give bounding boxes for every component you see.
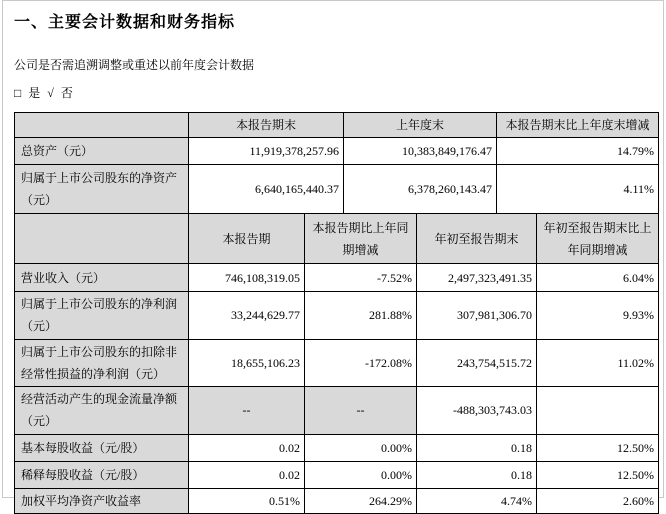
table-row bbox=[15, 434, 659, 461]
metric-value: 11,919,378,257.96 bbox=[189, 138, 344, 165]
metric-value: 4.11% bbox=[497, 165, 659, 214]
metric-value: -488,303,743.03 bbox=[417, 386, 537, 434]
metric-value: 0.51% bbox=[189, 488, 305, 513]
header-change-vs-same-period: 本报告期比上年同期增减 bbox=[305, 214, 417, 264]
metric-value: 0.18 bbox=[417, 461, 537, 488]
metric-value: -7.52% bbox=[305, 264, 417, 292]
table-row bbox=[15, 488, 659, 513]
table-row bbox=[15, 138, 659, 165]
header-current-period: 本报告期 bbox=[189, 214, 305, 264]
header-year-to-date: 年初至报告期末 bbox=[417, 214, 537, 264]
metric-value: 12.50% bbox=[537, 434, 659, 461]
table-header-row bbox=[15, 113, 659, 138]
metric-value: 243,754,515.72 bbox=[417, 339, 537, 386]
metric-value: 11.02% bbox=[537, 339, 659, 386]
metric-value: 0.18 bbox=[417, 434, 537, 461]
metric-value: 0.02 bbox=[189, 461, 305, 488]
metric-label: 归属于上市公司股东的净利润（元） bbox=[15, 292, 189, 339]
table-row bbox=[15, 461, 659, 488]
metric-label: 稀释每股收益（元/股） bbox=[15, 461, 189, 488]
header-empty-cell bbox=[15, 214, 189, 264]
metric-value: 264.29% bbox=[305, 488, 417, 513]
section-title: 一、主要会计数据和财务指标 bbox=[14, 14, 236, 31]
metric-label: 基本每股收益（元/股） bbox=[15, 434, 189, 461]
metric-value: 4.74% bbox=[417, 488, 537, 513]
metric-value: 0.00% bbox=[305, 461, 417, 488]
metric-value-not-applicable: -- bbox=[305, 386, 417, 434]
metric-value: 0.02 bbox=[189, 434, 305, 461]
table-row bbox=[15, 264, 659, 292]
metric-label: 营业收入（元） bbox=[15, 264, 189, 292]
header-prior-year-end: 上年度末 bbox=[344, 113, 497, 138]
table-row bbox=[15, 386, 659, 434]
metric-label: 总资产（元） bbox=[15, 138, 189, 165]
metric-label: 归属于上市公司股东的净资产（元） bbox=[15, 165, 189, 214]
metric-value: 2.60% bbox=[537, 488, 659, 513]
header-current-period-end: 本报告期末 bbox=[189, 113, 344, 138]
metric-value: 12.50% bbox=[537, 461, 659, 488]
document-page bbox=[2, 0, 664, 508]
period-end-indicators-table bbox=[14, 112, 659, 214]
metric-value: 14.79% bbox=[497, 138, 659, 165]
table-row bbox=[15, 339, 659, 386]
table-header-row bbox=[15, 214, 659, 264]
document-content bbox=[14, 1, 658, 514]
metric-value: 6,378,260,143.47 bbox=[344, 165, 497, 214]
metric-value: 6,640,165,440.37 bbox=[189, 165, 344, 214]
restatement-question-text: 公司是否需追溯调整或重述以前年度会计数据 bbox=[14, 58, 255, 72]
metric-value: 18,655,106.23 bbox=[189, 339, 305, 386]
metric-value: 10,383,849,176.47 bbox=[344, 138, 497, 165]
metric-value: 2,497,323,491.35 bbox=[417, 264, 537, 292]
metric-value: 281.88% bbox=[305, 292, 417, 339]
reporting-period-indicators-table bbox=[14, 213, 659, 514]
metric-value: 307,981,306.70 bbox=[417, 292, 537, 339]
metric-label: 经营活动产生的现金流量净额（元） bbox=[15, 386, 189, 434]
metric-value: 0.00% bbox=[305, 434, 417, 461]
metric-label: 加权平均净资产收益率 bbox=[15, 488, 189, 513]
metric-value-not-applicable: -- bbox=[189, 386, 305, 434]
yes-no-checkbox-line: □ 是 √ 否 bbox=[14, 86, 75, 100]
table-row bbox=[15, 165, 659, 214]
header-ytd-change-vs-same-period: 年初至报告期末比上年同期增减 bbox=[537, 214, 659, 264]
metric-value: 6.04% bbox=[537, 264, 659, 292]
table-row bbox=[15, 292, 659, 339]
metric-value: -172.08% bbox=[305, 339, 417, 386]
metric-value: 746,108,319.05 bbox=[189, 264, 305, 292]
metric-value: 9.93% bbox=[537, 292, 659, 339]
metric-value-empty bbox=[537, 386, 659, 434]
metric-label: 归属于上市公司股东的扣除非经常性损益的净利润（元） bbox=[15, 339, 189, 386]
metric-value: 33,244,629.77 bbox=[189, 292, 305, 339]
header-empty-cell bbox=[15, 113, 189, 138]
header-change-vs-prior-year-end: 本报告期末比上年度末增减 bbox=[497, 113, 659, 138]
